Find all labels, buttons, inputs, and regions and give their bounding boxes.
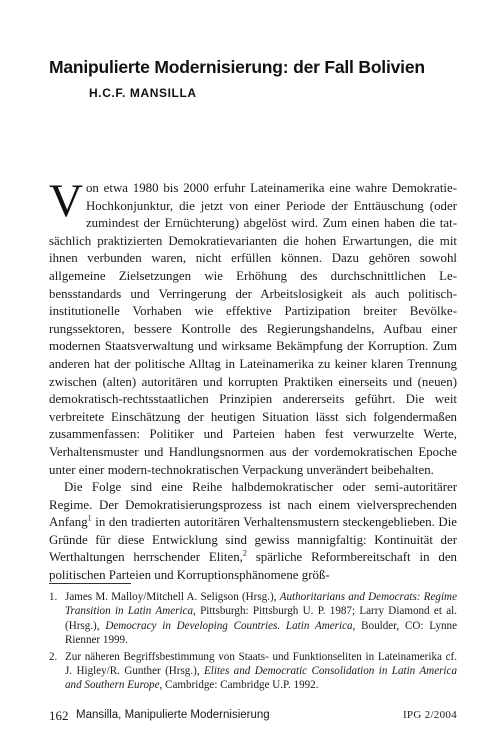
article-title: Manipulierte Modernisierung: der Fall Bolivien: [49, 57, 425, 77]
footnote-1: [49, 590, 457, 648]
footnote-2: [49, 650, 457, 693]
footnotes: [49, 590, 457, 693]
footnote-number: 2.: [49, 650, 58, 663]
article-body: [49, 175, 458, 585]
page-number: 162: [49, 708, 69, 723]
author-name: H.C.F. MANSILLA: [89, 86, 197, 100]
issue-label: IPG 2/2004: [402, 709, 457, 721]
footnote-text: , Cambridge: Cambridge U.P. 1992.: [159, 679, 319, 692]
paragraph-2: [49, 479, 457, 585]
footnote-text: James M. Malloy/Mitchell A. Seligson (Hrsg.),: [65, 591, 280, 603]
paragraph-2-text-a: Die Folge sind eine Reihe halbdemokratischer oder semi-autoritärer Regime. Der Demokratisierungsprozess ist nach einem vielversprechenden Anfang: [49, 480, 457, 530]
footnote-text: , Pittsburgh: Pittsburgh U. P. 1987; Larry Diamond et al. (Hrsg.),: [65, 605, 458, 632]
footnote-text: Zur näheren Begriffsbestimmung von Staats- und Funktionseliten in Lateinamerika cf. J. Higley/R. Gunther (Hrsg.),: [65, 650, 457, 678]
running-head: Mansilla, Manipulierte Modernisierung: [76, 709, 270, 721]
footnote-title: Authoritarians and Democrats: Regime Transition in Latin America: [65, 591, 457, 618]
footnote-ref-2[interactable]: 2: [242, 549, 247, 559]
paragraph-1: [49, 175, 457, 479]
footnote-divider: [49, 583, 131, 584]
paragraph-2-text-c: spärliche Reformbereitschaft in den politischen Parteien und Korruptionsphänomene größ-: [49, 550, 458, 583]
footnote-number: 1.: [49, 591, 58, 603]
footnote-text: , Boulder, CO: Lynne Rienner 1999.: [65, 619, 458, 647]
paragraph-2-text-b: in den tradierten autoritären Verhaltensmustern steckengeblieben. Die Gründe für diese Entwicklung sind gewiss mannigfaltig: Kontinuität der Werthaltungen herrschender Eliten,: [49, 515, 457, 565]
drop-cap: V: [49, 175, 83, 227]
paragraph-1-text: on etwa 1980 bis 2000 erfuhr Lateinamerika eine wahre Demokratie-Hochkonjunktur, die jetzt von einer Periode der Enttäuschung (oder zumindest der Ernüchterung) abgelöst wird. Zum einen haben die tatsächlich praktizierten Demokratievarianten die hohen Erwartungen, die mit ihnen verbunden waren, nicht erfüllen können. Dazu gehören sowohl allgemeine Zielsetzungen wie Erhöhung des durchschnittlichen Lebensstandards und Verringerung der Arbeitslosigkeit als auch politisch-institutionelle Vorhaben wie effektive Partizipation breiter Bevölkerungssektoren, bessere Kontrolle des Regierungshandelns, Aufbau einer modernen Staatsverwaltung und wirksame Bekämpfung der Korruption. Zum anderen hat der politische Alltag in Lateinamerika zu keiner klaren Trennung zwischen (alten) autoritären und korrupten Praktiken einerseits und (neuen) demokratisch-rechtsstaatlichen Prinzipien andererseits geführt. Die weit verbreitete Einschätzung der heutigen Situation lässt sich folgendermaßen zusammenfassen: Politiker und Parteien haben fest verwurzelte Werte, Verhaltensmuster und Handlungsnormen aus der vordemokratischen Epoche unter einer modern-technokratischen Verpackung unverändert beibehalten.: [49, 181, 457, 477]
page-footer: [49, 708, 457, 724]
footnote-title: Democracy in Developing Countries. Latin America: [105, 619, 353, 632]
footnote-title: Elites and Democratic Consolidation in Latin America and Southern Europe: [65, 665, 457, 692]
footnote-ref-1[interactable]: 1: [87, 513, 92, 523]
